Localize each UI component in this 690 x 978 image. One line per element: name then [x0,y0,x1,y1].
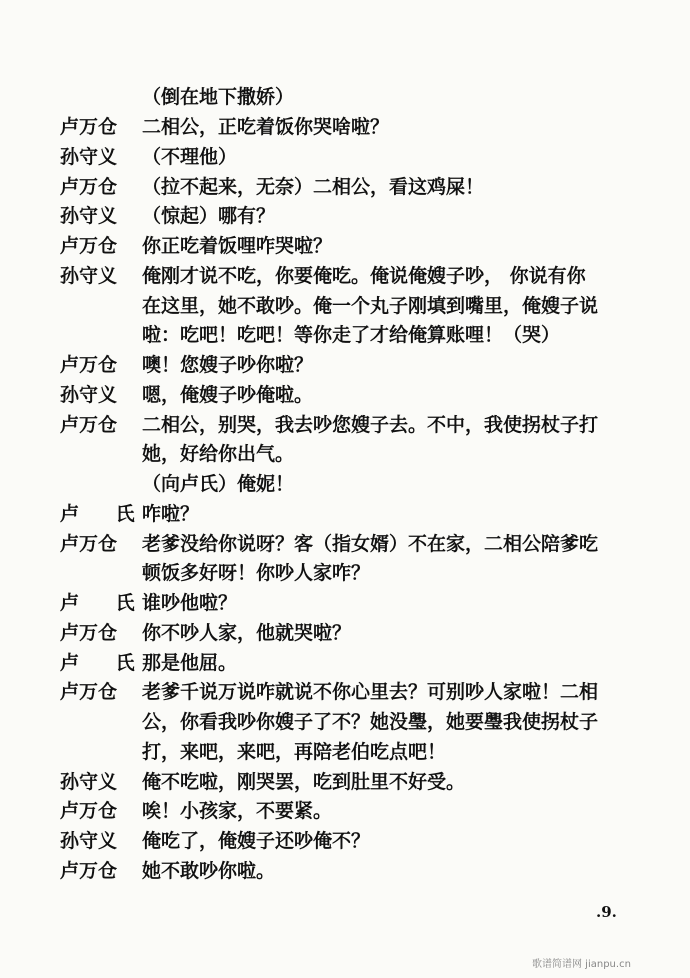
dialogue-line [0,439,690,469]
dialogue-line [0,499,690,529]
dialogue-text: 打，来吧，来吧，再陪老伯吃点吧！ [142,741,447,763]
dialogue-text: 顿饭多好呀！你吵人家咋？ [142,562,371,584]
dialogue-text: 你正吃着饭哩咋哭啦？ [142,235,333,257]
dialogue-line [0,231,690,261]
speaker-name: 孙守义 [60,265,118,287]
dialogue-line [0,380,690,410]
dialogue-text: 唉！小孩家，不要紧。 [142,800,333,822]
speaker-name: 卢万仓 [60,533,118,555]
dialogue-line [0,618,690,648]
dialogue-line [0,558,690,588]
speaker-name: 卢 氏 [60,592,150,614]
dialogue-line [0,142,690,172]
speaker-name: 卢万仓 [60,681,118,703]
speaker-name: 卢万仓 [60,800,118,822]
dialogue-line [0,677,690,707]
speaker-name: 卢万仓 [60,116,118,138]
dialogue-line [0,112,690,142]
speaker-name: 卢万仓 [60,860,118,882]
dialogue-line [0,529,690,559]
speaker-name: 孙守义 [60,384,118,406]
speaker-name: 卢 氏 [60,652,150,674]
speaker-name: 卢万仓 [60,176,118,198]
dialogue-text: 她，好给你出气。 [142,443,295,465]
dialogue-line [0,320,690,350]
dialogue-line [0,767,690,797]
speaker-name: 孙守义 [60,830,118,852]
dialogue-line [0,201,690,231]
dialogue-line [0,82,690,112]
dialogue-text: （倒在地下撒娇） [142,86,295,108]
dialogue-line [0,172,690,202]
dialogue-text: （惊起）哪有？ [142,205,276,227]
dialogue-text: （不理他） [142,146,238,168]
dialogue-line [0,261,690,291]
dialogue-text: 啦：吃吧！吃吧！等你走了才给俺算账哩！（哭） [142,324,561,346]
speaker-name: 孙守义 [60,771,118,793]
dialogue-text: 俺不吃啦，刚哭罢，吃到肚里不好受。 [142,771,466,793]
dialogue-text: 她不敢吵你啦。 [142,860,276,882]
page-number: .9. [596,903,617,921]
watermark: 歌谱简谱网 jianpu.cn [532,959,631,970]
dialogue-text: 老爹千说万说咋就说不你心里去？可别吵人家啦！二相 [142,681,599,703]
dialogue-line [0,410,690,440]
dialogue-text: 那是他屈。 [142,652,238,674]
dialogue-text: 俺吃了，俺嫂子还吵俺不？ [142,830,371,852]
dialogue-text: 你不吵人家，他就哭啦？ [142,622,352,644]
dialogue-line [0,826,690,856]
speaker-name: 卢万仓 [60,414,118,436]
speaker-name: 卢万仓 [60,354,118,376]
dialogue-line [0,737,690,767]
speaker-name: 孙守义 [60,146,118,168]
dialogue-line [0,588,690,618]
speaker-name: 卢万仓 [60,622,118,644]
dialogue-line [0,856,690,886]
speaker-name: 卢 氏 [60,503,150,525]
dialogue-line [0,469,690,499]
dialogue-line [0,648,690,678]
dialogue-text: 公，你看我吵你嫂子了不？她没璺，她要璺我使拐杖子 [142,711,599,733]
dialogue-line [0,350,690,380]
speaker-name: 卢万仓 [60,235,118,257]
dialogue-text: 在这里，她不敢吵。俺一个丸子刚填到嘴里，俺嫂子说 [142,295,599,317]
dialogue-text: 二相公，别哭，我去吵您嫂子去。不中，我使拐杖子打 [142,414,599,436]
dialogue-text: 噢！您嫂子吵你啦？ [142,354,314,376]
dialogue-text: 嗯，俺嫂子吵俺啦。 [142,384,314,406]
dialogue-text: （向卢氏）俺妮！ [142,473,295,495]
dialogue-text: 俺刚才说不吃，你要俺吃。俺说俺嫂子吵， 你说有你 [142,265,586,287]
dialogue-line [0,707,690,737]
dialogue-line [0,796,690,826]
dialogue-text: （拉不起来，无奈）二相公，看这鸡屎！ [142,176,485,198]
dialogue-text: 咋啦？ [142,503,200,525]
dialogue-text: 二相公，正吃着饭你哭啥啦？ [142,116,390,138]
dialogue-text: 谁吵他啦？ [142,592,238,614]
speaker-name: 孙守义 [60,205,118,227]
dialogue-line [0,291,690,321]
dialogue-text: 老爹没给你说呀？客（指女婿）不在家，二相公陪爹吃 [142,533,599,555]
